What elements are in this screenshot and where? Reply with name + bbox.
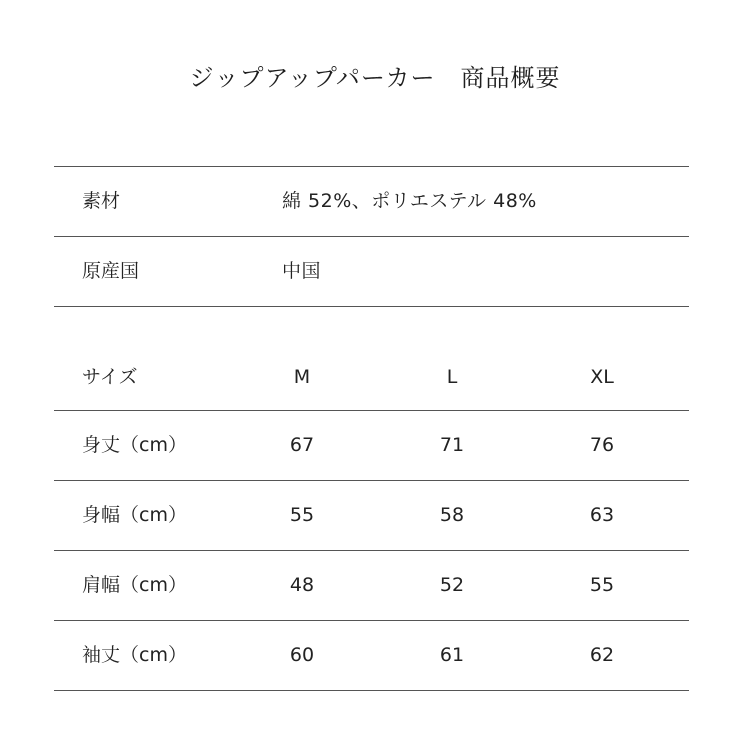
header-size-m: M <box>293 366 311 388</box>
table-row <box>54 551 689 621</box>
row-label: 袖丈（cm） <box>82 644 187 666</box>
cell-l: 58 <box>439 504 465 526</box>
table-row <box>54 411 689 481</box>
cell-l: 52 <box>439 574 465 596</box>
info-label: 原産国 <box>82 260 140 282</box>
header-size-l: L <box>446 366 458 388</box>
cell-m: 67 <box>289 434 315 456</box>
row-label: 身幅（cm） <box>82 504 187 526</box>
row-label: 肩幅（cm） <box>82 574 187 596</box>
cell-xl: 55 <box>589 574 615 596</box>
size-table <box>54 342 689 691</box>
cell-m: 55 <box>289 504 315 526</box>
row-label: 身丈（cm） <box>82 434 187 456</box>
cell-m: 60 <box>289 644 315 666</box>
page-title: ジップアップパーカー 商品概要 <box>189 64 561 92</box>
cell-l: 71 <box>439 434 465 456</box>
cell-xl: 62 <box>589 644 615 666</box>
info-row-origin <box>54 237 689 307</box>
info-value: 中国 <box>282 260 322 282</box>
header-size-xl: XL <box>590 366 614 388</box>
info-label: 素材 <box>82 190 121 212</box>
info-row-material <box>54 167 689 237</box>
cell-xl: 63 <box>589 504 615 526</box>
cell-m: 48 <box>289 574 315 596</box>
table-row <box>54 621 689 691</box>
header-size-label: サイズ <box>82 366 138 388</box>
cell-l: 61 <box>439 644 465 666</box>
table-row <box>54 481 689 551</box>
size-table-header <box>54 342 689 411</box>
product-info-table <box>54 166 689 307</box>
info-value: 綿 52%、ポリエステル 48% <box>282 190 537 212</box>
cell-xl: 76 <box>589 434 615 456</box>
